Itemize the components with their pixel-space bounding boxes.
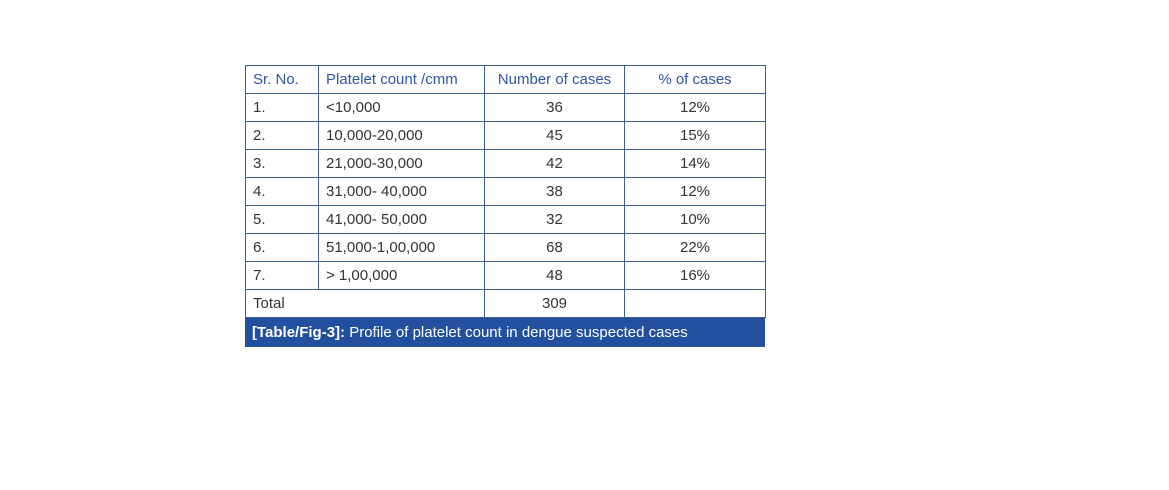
cell-number-of-cases: 68 [485, 234, 625, 262]
cell-sr-no: 4. [246, 178, 319, 206]
cell-number-of-cases: 38 [485, 178, 625, 206]
cell-percent-of-cases: 22% [625, 234, 766, 262]
caption-label: [Table/Fig-3]: [252, 324, 346, 341]
cell-number-of-cases: 45 [485, 122, 625, 150]
platelet-count-table [245, 65, 766, 318]
cell-number-of-cases: 48 [485, 262, 625, 290]
total-percent-of-cases [625, 290, 766, 318]
table-row [246, 262, 766, 290]
cell-sr-no: 2. [246, 122, 319, 150]
table-row [246, 122, 766, 150]
table-caption [245, 318, 765, 347]
table-row [246, 150, 766, 178]
table-row [246, 234, 766, 262]
cell-sr-no: 7. [246, 262, 319, 290]
cell-platelet-count: 41,000- 50,000 [319, 206, 485, 234]
caption-text: Profile of platelet count in dengue suspected cases [345, 324, 688, 341]
header-sr-no: Sr. No. [246, 66, 319, 94]
header-percent-of-cases: % of cases [625, 66, 766, 94]
cell-number-of-cases: 42 [485, 150, 625, 178]
cell-percent-of-cases: 15% [625, 122, 766, 150]
cell-percent-of-cases: 12% [625, 94, 766, 122]
cell-platelet-count: 21,000-30,000 [319, 150, 485, 178]
header-platelet-count: Platelet count /cmm [319, 66, 485, 94]
cell-percent-of-cases: 14% [625, 150, 766, 178]
cell-platelet-count: <10,000 [319, 94, 485, 122]
cell-platelet-count: > 1,00,000 [319, 262, 485, 290]
platelet-count-table-figure [245, 65, 765, 347]
table-total-row [246, 290, 766, 318]
table-row [246, 206, 766, 234]
cell-sr-no: 1. [246, 94, 319, 122]
cell-percent-of-cases: 10% [625, 206, 766, 234]
cell-sr-no: 6. [246, 234, 319, 262]
total-label: Total [246, 290, 485, 318]
total-number-of-cases: 309 [485, 290, 625, 318]
cell-platelet-count: 51,000-1,00,000 [319, 234, 485, 262]
cell-number-of-cases: 36 [485, 94, 625, 122]
cell-percent-of-cases: 16% [625, 262, 766, 290]
cell-number-of-cases: 32 [485, 206, 625, 234]
header-number-of-cases: Number of cases [485, 66, 625, 94]
table-header-row [246, 66, 766, 94]
cell-platelet-count: 10,000-20,000 [319, 122, 485, 150]
cell-platelet-count: 31,000- 40,000 [319, 178, 485, 206]
cell-sr-no: 5. [246, 206, 319, 234]
table-row [246, 94, 766, 122]
cell-percent-of-cases: 12% [625, 178, 766, 206]
table-row [246, 178, 766, 206]
cell-sr-no: 3. [246, 150, 319, 178]
